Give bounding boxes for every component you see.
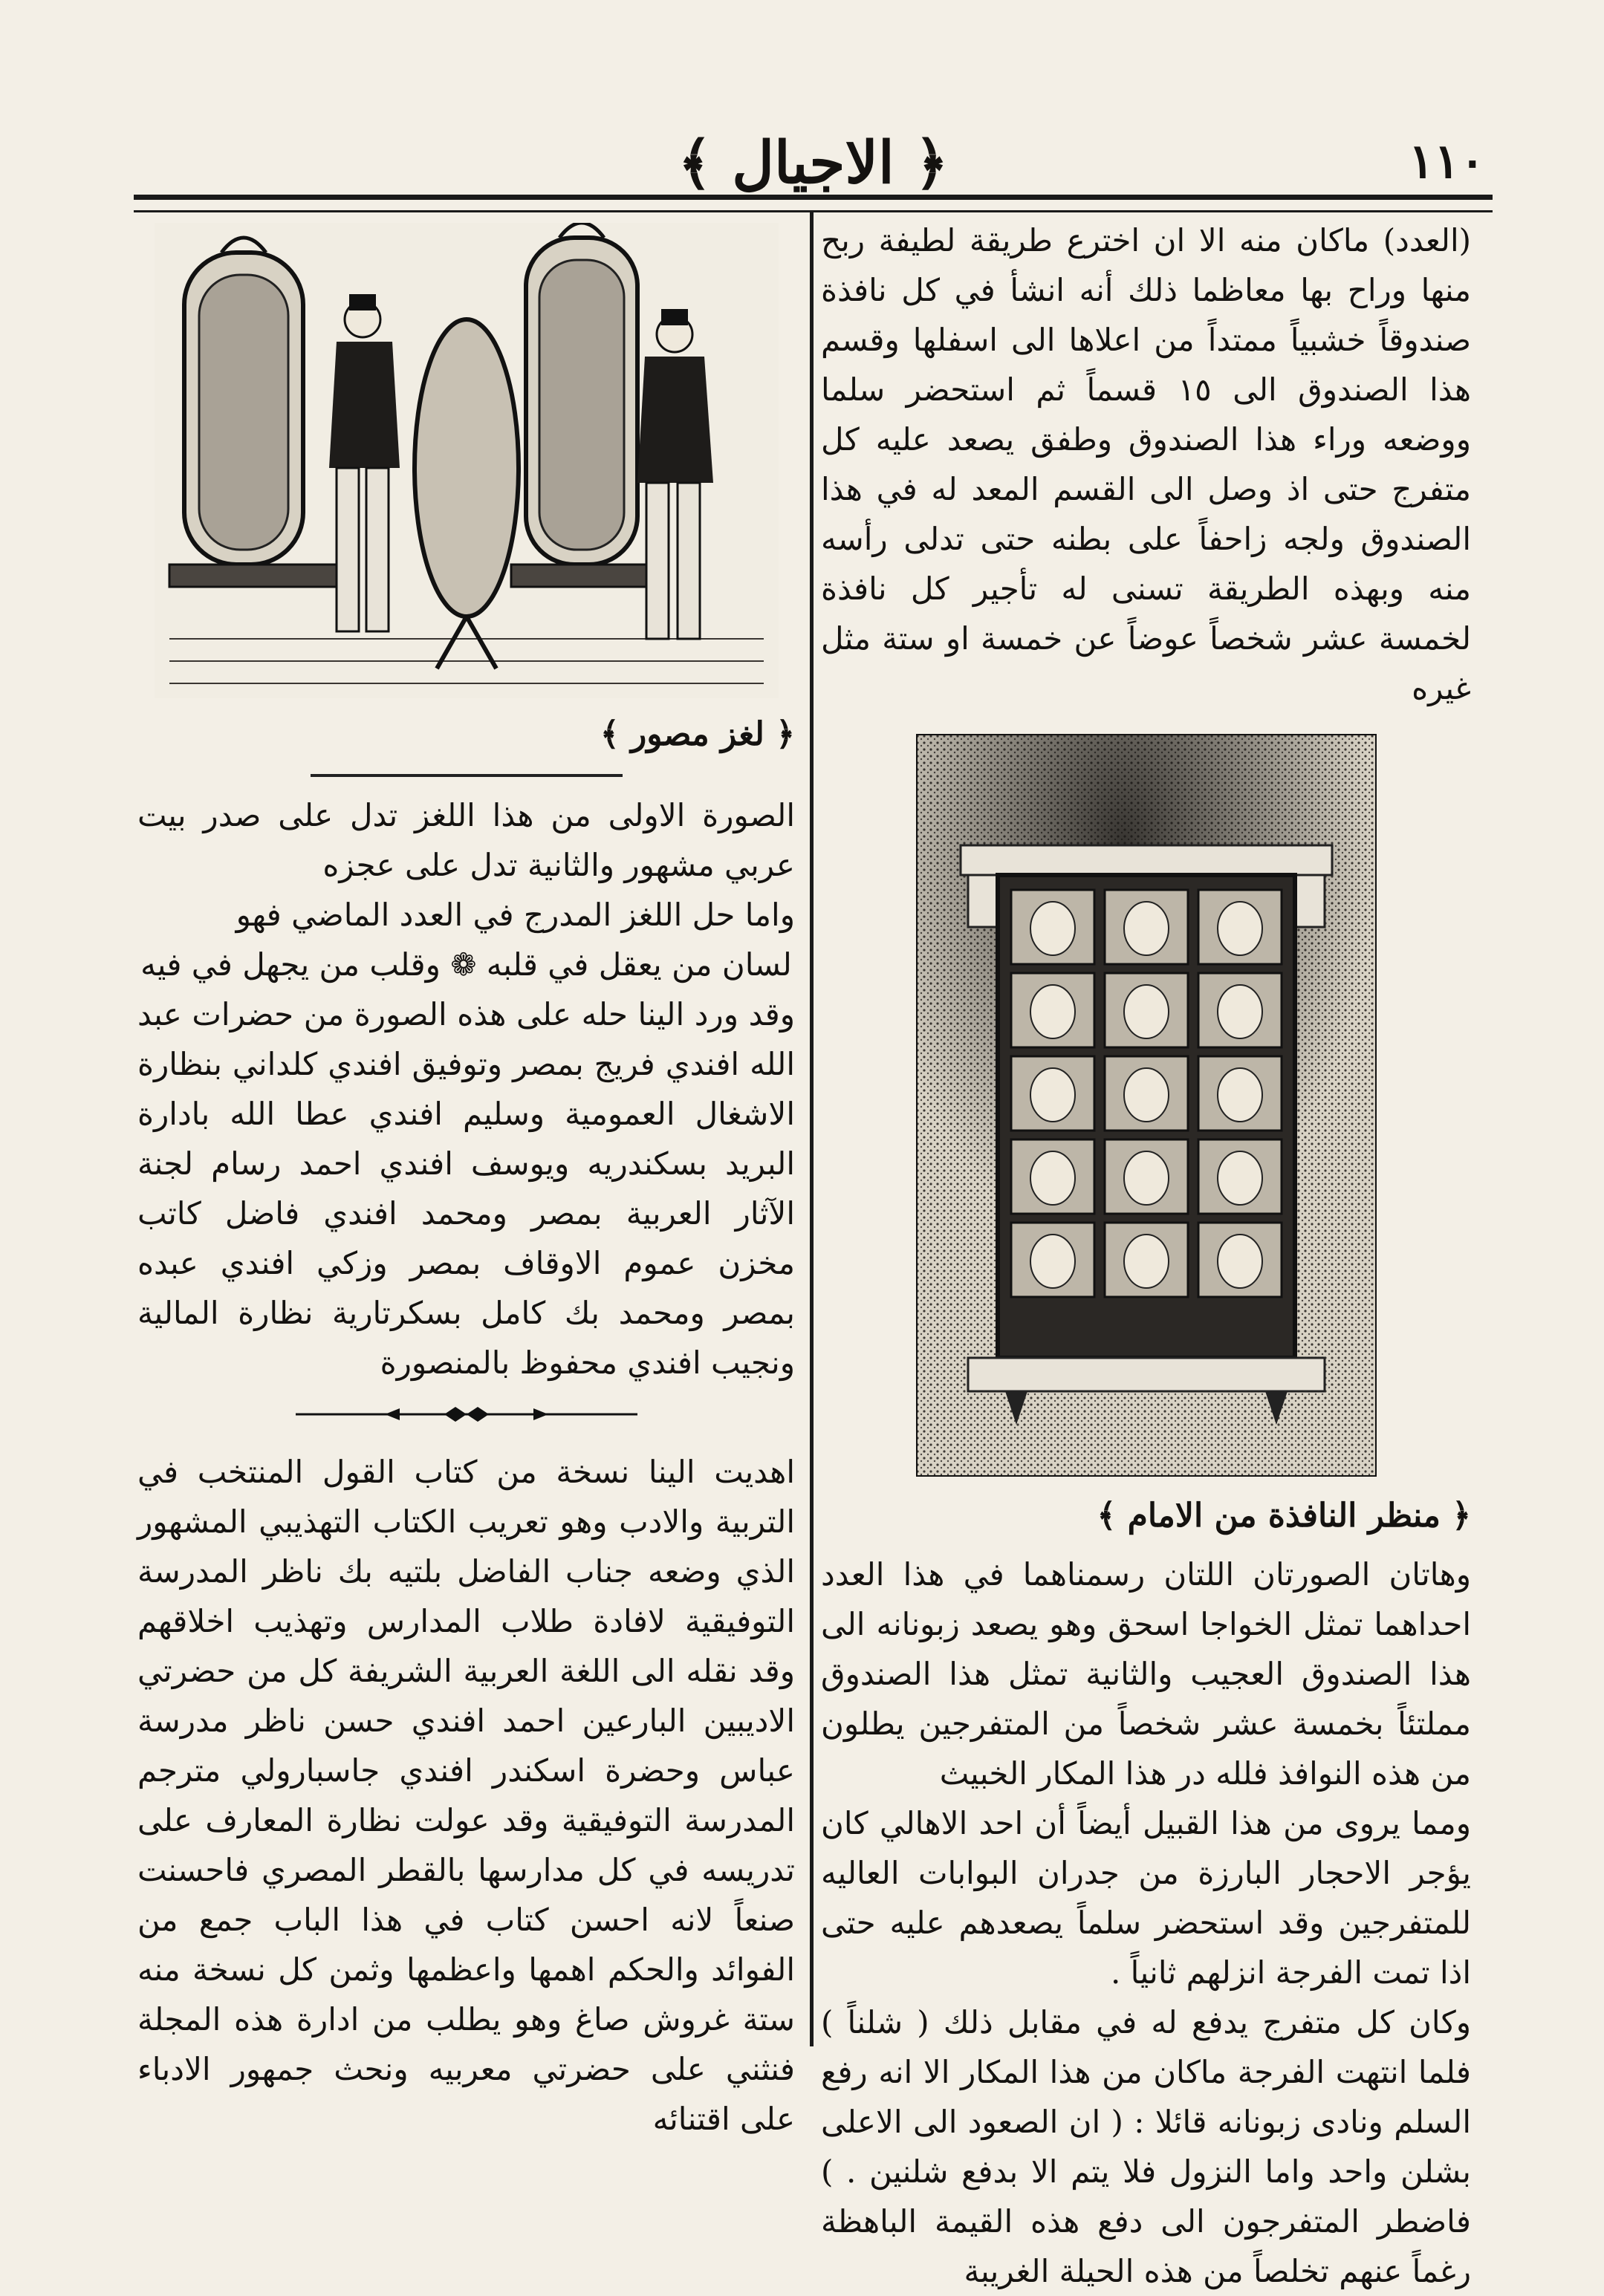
caption-rule xyxy=(311,774,623,777)
right-paragraph-1: (العدد) ماكان منه الا ان اخترع طريقة لطيفة ربح منها وراح بها معاظما ذلك أنه انشأ في كل نافذة صندوقاً خشبياً ممتداً من اعلاها الى اسفلها وقسم هذا الصندوق الى ١٥ قسماً ثم استحضر سلما ووضعه وراء هذا الصندوق وطفق يصعد عليه كل متفرج حتى اذ وصل الى القسم المعد له في هذا الصندوق ولجه زاحفاً على بطنه حتى تدلى رأسه منه وبهذه الطريقة تسنى له تأجير كل نافذة لخمسة عشر شخصاً عوضاً عن خمسة او ستة مثل غيره xyxy=(821,222,1471,706)
column-divider xyxy=(810,212,814,2046)
puzzle-figure-caption: ﴿ لغز مصور ﴾ xyxy=(600,715,795,753)
puzzle-figure xyxy=(155,223,779,698)
verse-line: لسان من يعقل في قلبه ❁ وقلب من يجهل في فيه xyxy=(140,946,792,983)
page-header xyxy=(134,119,1493,201)
left-paragraph-1: الصورة الاولى من هذا اللغز تدل على صدر بيت عربي مشهور والثانية تدل على عجزه xyxy=(137,797,795,883)
right-paragraph-2: وهاتان الصورتان اللتان رسمناهما في هذا العدد احداهما تمثل الخواجا اسحق وهو يصعد زبونانه الى هذا الصندوق العجيب والثانية تمثل هذا الصندوق مملتئاً بخمسة عشر شخصاً من المتفرجين يطلون من هذه النوافذ فلله در هذا المكار الخبيث xyxy=(821,1556,1471,1792)
men-before-mirrors-illustration-icon xyxy=(155,223,779,698)
left-paragraph-2: واما حل اللغز المدرج في العدد الماضي فهو xyxy=(236,897,795,933)
header-rule xyxy=(134,195,1493,212)
window-with-faces-illustration-icon xyxy=(916,734,1377,1477)
left-column xyxy=(137,215,795,2144)
left-paragraph-3: وقد ورد الينا حله على هذه الصورة من حضرات عبد الله افندي فريج بمصر وتوفيق افندي كلداني بنظارة الاشغال العمومية وسليم افندي عطا الله بادارة البريد بسكندريه ويوسف افندي احمد رسام لجنة الآثار العربية بمصر ومحمد افندي فاضل كاتب مخزن عموم الاوقاف بمصر وزكي افندي عبده بمصر ومحمد بك كامل بسكرتارية نظارة المالية ونجيب افندي محفوظ بالمنصورة xyxy=(137,996,795,1381)
window-figure-caption: ﴿ منظر النافذة من الامام ﴾ xyxy=(1097,1497,1471,1535)
running-title: ﴿ الاجيال ﴾ xyxy=(678,129,949,197)
right-column xyxy=(821,215,1471,2296)
window-figure xyxy=(916,734,1377,1477)
right-paragraph-3: ومما يروى من هذا القبيل أيضاً أن احد الاهالي كان يؤجر الاحجار البارزة من جدران البوابات العاليه للمتفرجين وقد استحضر سلماً يصعدهم عليه حتى اذا تمت الفرجة انزلهم ثانياً . xyxy=(821,1805,1471,1991)
right-paragraph-4: وكان كل متفرج يدفع له في مقابل ذلك ( شلناً ) فلما انتهت الفرجة ماكان من هذا المكار الا انه رفع السلم ونادى زبونانه قائلا : ( ان الصعود الى الاعلى بشلن واحد واما النزول فلا يتم الا بدفع شلنين . ) فاضطر المتفرجون الى دفع هذه القيمة الباهظة رغماً عنهم تخلصاً من هذه الحيلة الغريبة xyxy=(821,2004,1471,2289)
decorative-rule-icon xyxy=(137,1402,795,1432)
left-paragraph-4: اهديت الينا نسخة من كتاب القول المنتخب في التربية والادب وهو تعريب الكتاب التهذيبي المشهور الذي وضعه جناب الفاضل بلتيه بك ناظر المدرسة التوفيقية لافادة طلاب المدارس وتهذيب اخلاقهم وقد نقله الى اللغة العربية الشريفة كل من حضرتي الاديبين البارعين احمد افندي حسن ناظر مدرسة عباس وحضرة اسكندر افندي جاسبارولي مترجم المدرسة التوفيقية وقد عولت نظارة المعارف على تدريسه في كل مدارسها بالقطر المصري فاحسنت صنعاً لانه احسن كتاب في هذا الباب جمع من الفوائد والحكم اهمها واعظمها وثمن كل نسخة منه ستة غروش صاغ وهو يطلب من ادارة هذه المجلة فنثني على حضرتي معربيه ونحث جمهور الادباء على اقتنائه xyxy=(137,1454,795,2137)
page-number: ١١٠ xyxy=(1408,134,1485,189)
